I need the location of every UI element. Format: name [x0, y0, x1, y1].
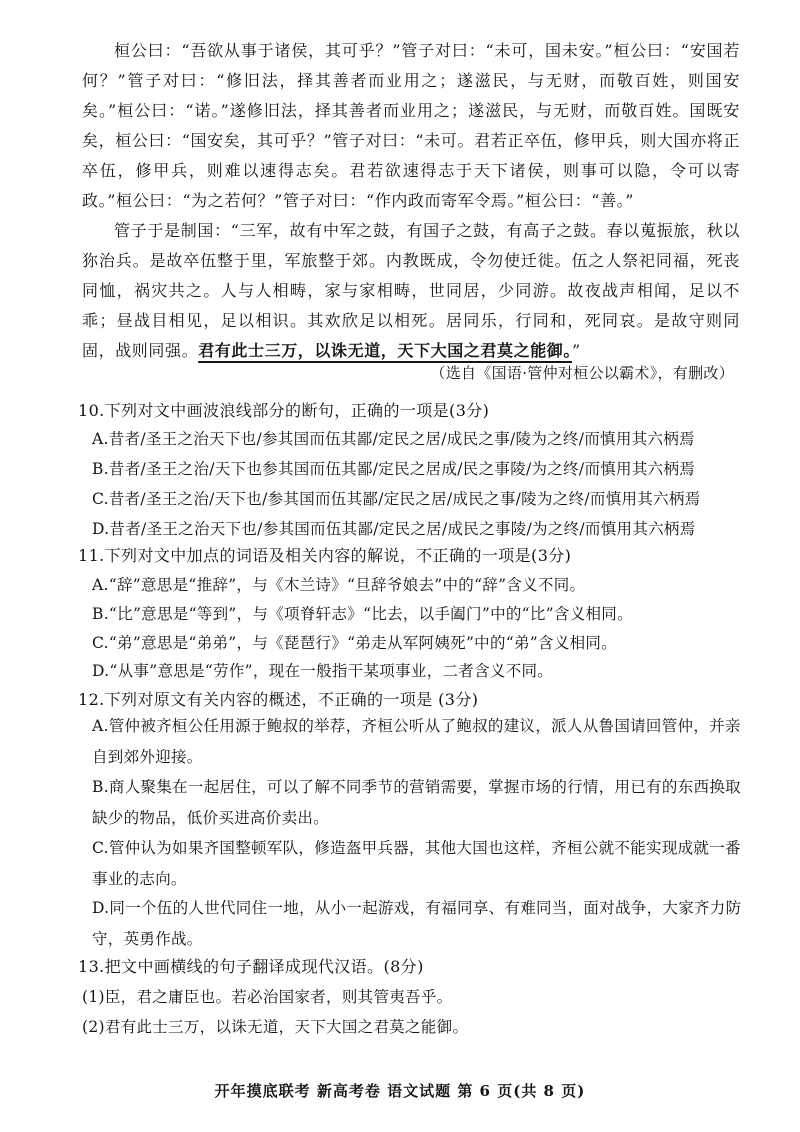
question-10-option-a: A.昔者/圣王之治天下也/参其国而伍其鄙/定民之居/成民之事/陵为之终/而慎用其六柄焉 — [92, 430, 695, 448]
question-11-stem: 11.下列对文中加点的词语及相关内容的解说，不正确的一项是(3分) — [78, 546, 572, 565]
question-13-stem: 13.把文中画横线的句子翻译成现代汉语。(8分) — [78, 957, 424, 976]
question-10-option-b: B.昔者/圣王之治/天下也参其国而伍其鄙/定民之居成/民之事陵/为之终/而慎用其六柄焉 — [92, 460, 696, 478]
question-11-option-c: C.“弟”意思是“弟弟”，与《琵琶行》“弟走从军阿姨死”中的“弟”含义相同。 — [92, 634, 618, 652]
question-10-option-d: D.昔者/圣王之治天下也/参其国而伍其鄙/定民之居/成民之事陵/为之终/而慎用其六柄焉 — [92, 520, 696, 538]
question-11-option-a: A.“辞”意思是“推辞”，与《木兰诗》“旦辞爷娘去”中的“辞”含义不同。 — [92, 576, 586, 594]
question-11-option-d: D.“从事”意思是“劳作”，现在一般指干某项事业，二者含义不同。 — [92, 662, 554, 680]
question-10-stem: 10.下列对文中画波浪线部分的断句，正确的一项是(3分) — [78, 401, 490, 420]
question-12-option-d: D.同一个伍的人世代同住一地，从小一起游戏，有福同享、有难同当，面对战争，大家齐力防守，英勇作战。 — [92, 899, 742, 948]
question-11-option-b: B.“比”意思是“等到”，与《项脊轩志》“比去，以手阖门”中的“比”含义相同。 — [92, 605, 633, 623]
passage-paragraph-2-text: 管子于是制国：“三军，故有中军之鼓，有国子之鼓，有高子之鼓。春以蒐振旅，秋以狝治兵。是故卒伍整于里，军旅整于郊。内教既成，令勿使迁徙。伍之人祭祀同福，死丧同恤，祸灾共之。人与人相畴，家与家相畴，世同居，少同游。故夜战声相闻，足以不乖；昼战目相见，足以相识。其欢欣足以相死。居同乐，行同和，死同哀。是故守则同固，战则同强。 — [82, 221, 740, 360]
source-citation: （选自《国语·管仲对桓公以霸术》，有删改） — [430, 364, 734, 382]
question-12-stem: 12.下列对原文有关内容的概述，不正确的一项是 (3分) — [78, 690, 479, 709]
question-12-option-b: B.商人聚集在一起居住，可以了解不同季节的营销需要，掌握市场的行情，用已有的东西换取缺少的物品，低价买进高价卖出。 — [92, 778, 741, 827]
question-13-item-2: (2)君有此士三万，以诛无道，天下大国之君莫之能御。 — [82, 1018, 469, 1036]
passage-paragraph-2 — [82, 216, 740, 366]
closing-quote: ” — [572, 341, 581, 360]
underlined-sentence: 君有此士三万，以诛无道，天下大国之君莫之能御。 — [198, 341, 573, 360]
question-13-item-1: (1)臣，君之庸臣也。若必治国家者，则其管夷吾乎。 — [82, 988, 453, 1006]
passage-paragraph-1: 桓公曰：“吾欲从事于诸侯，其可乎？”管子对曰：“未可，国未安。”桓公曰：“安国若何？”管子对曰：“修旧法，择其善者而业用之；遂滋民，与无财，而敬百姓，则国安矣。”桓公曰：“诺。”遂修旧法，择其善者而业用之；遂滋民，与无财，而敬百姓。国既安矣，桓公曰：“国安矣，其可乎？”管子对曰：“未可。君若正卒伍，修甲兵，则大国亦将正卒伍，修甲兵，则难以速得志矣。君若欲速得志于天下诸侯，则事可以隐，令可以寄政。”桓公曰：“为之若何？”管子对曰：“作内政而寄军令焉。”桓公曰：“善。” — [82, 41, 740, 210]
page-footer: 开年摸底联考 新高考卷 语文试题 第 6 页(共 8 页) — [214, 1082, 586, 1100]
question-10-option-c: C.昔者/圣王之治/天下也/参其国而伍其鄙/定民之居/成民之事/陵为之终/而慎用其六柄焉 — [92, 490, 701, 508]
question-12-option-c: C.管仲认为如果齐国整顿军队，修造盔甲兵器，其他大国也这样，齐桓公就不能实现成就一番事业的志向。 — [92, 839, 741, 888]
question-12-option-a: A.管仲被齐桓公任用源于鲍叔的举荐，齐桓公听从了鲍叔的建议，派人从鲁国请回管仲，并亲自到郊外迎接。 — [92, 717, 741, 766]
